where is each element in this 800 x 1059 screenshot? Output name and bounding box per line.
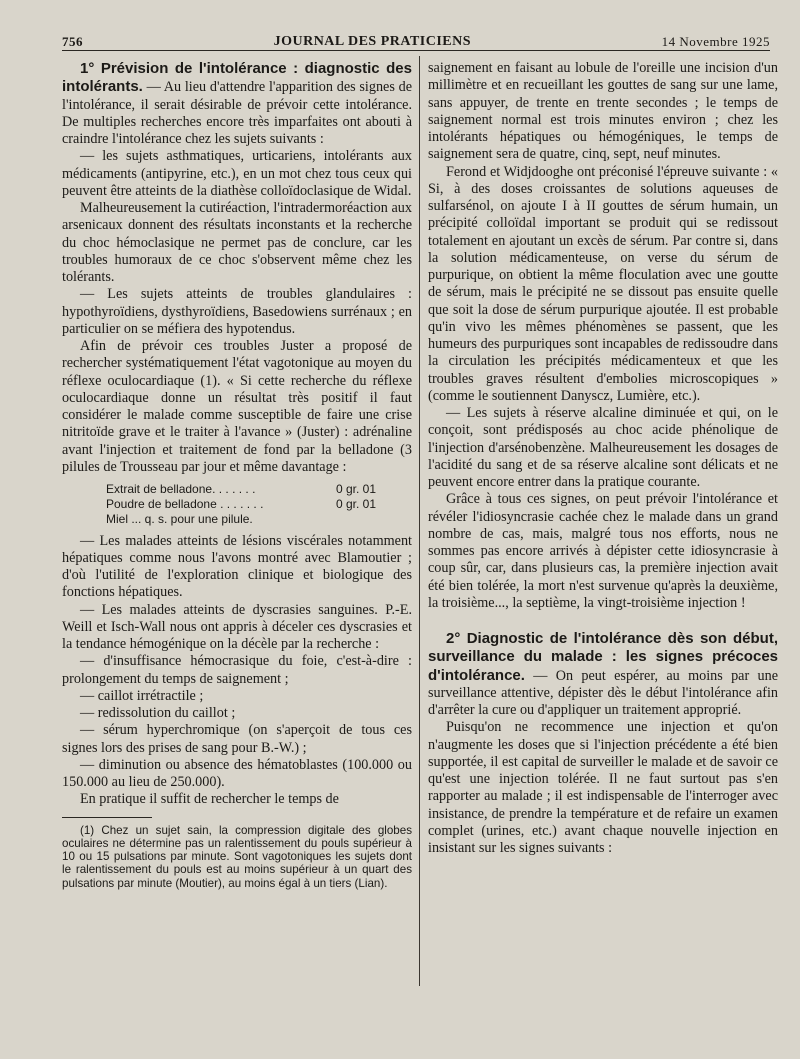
running-header [62,28,770,51]
prescription [106,482,412,527]
paragraph: — Les sujets à réserve alcaline diminuée et qui, on le conçoit, sont prédisposés au choc acide phénolique de l'injection d'arsénobenzène. Malheureusement les dosages de l'acidité du sang et de sa réserve alcaline sont délicats et ne peuvent encore entrer dans la pratique courante. [428,405,778,490]
column-rule [419,56,420,986]
page-number: 756 [62,34,83,49]
paragraph-text: — Au lieu d'attendre l'apparition des signes de l'intolérance, il serait désirable de prévoir cette intolérance. De multiples recherches encore très imparfaites ont abouti à craindre l'intolérance chez les sujets suivants : [62,79,412,147]
issue-date: 14 Novembre 1925 [661,34,770,49]
paragraph: — redissolution du caillot ; [80,705,236,721]
prescription-note: Miel ... q. s. pour une pilule. [106,512,253,526]
paragraph: En pratique il suffit de rechercher le temps de [80,791,339,808]
paragraph: — d'insuffisance hémocrasique du foie, c'est-à-dire : prolongement du temps de saignement ; [62,653,412,687]
paragraph: — Les malades atteints de dyscrasies sanguines. P.-E. Weill et Isch-Wall nous ont appris à déceler ces dyscrasies et la tendance hémogénique on la décèle par la recherche : [62,601,412,652]
footnote: (1) Chez un sujet sain, la compression digitale des globes oculaires ne détermine pas un ralentissement du pouls supérieur à 10 ou 15 pulsations par minute. Sont vagotoniques les sujets dont le ralentissement du pouls est au moins supérieur à un quart des pulsations par minute (Moutier), au moins égal à un tiers (Lian). [62,823,412,890]
paragraph: — diminution ou absence des hématoblastes (100.000 ou 150.000 au lieu de 250.000). [62,756,412,790]
paragraph: saignement en faisant au lobule de l'oreille une incision d'un millimètre et en recueillant les gouttes de sang sur une lame, sans appuyer, de trente en trente secondes ; le temps de saignement normal est trois minutes environ ; chez les intolérants hépatiques ou hémogéniques, le temps de saignement sera de quatre, cinq, sept, neuf minutes. [428,60,778,163]
paragraph: Afin de prévoir ces troubles Juster a proposé de rechercher systématiquement l'état vagotonique au moyen du réflexe oculocardiaque (1). « Si cette recherche du réflexe oculocardiaque donne un résultat très positif il faut considérer le malade comme susceptible de faire une crise nitritoïde grave et le traiter à l'avance » (Juster) : adrénaline avant l'injection et traitement de fond par la belladone (3 pilules de Trousseau par jour et même davantage : [62,338,412,475]
paragraph: Puisqu'on ne recommence une injection et qu'on n'augmente les doses que si l'injection précédente a été bien supportée, il est capital de surveiller le malade et de savoir ce qu'est une injection tolérée. Il ne faut surtout pas s'en rapporter au malade ; il est indispensable de l'interroger avec insistance, de prendre la température et de refaire un examen complet (urines, etc.) avant chaque nouvelle injection en insistant sur les signes suivants : [428,719,778,856]
footnote-rule [62,817,152,818]
paragraph: — Les sujets atteints de troubles glandulaires : hypothyroïdiens, dysthyroïdiens, Basedowiens surrénaux ; en particulier on se méfiera des hypotendus. [62,286,412,337]
paragraph: — caillot irrétractile ; [80,687,204,704]
prescription-dose: 0 gr. 01 [335,496,376,511]
left-column [62,60,412,890]
paragraph: — les sujets asthmatiques, urticariens, intolérants aux médicaments (antipyrine, etc.), en un mot chez tous ceux qui peuvent être atteints de la diathèse colloïdoclasique de Widal. [62,148,412,199]
section-2-title: 2° Diagnostic de l'intolérance dès son début, surveillance du malade : les signes précoces d'intolérance. [428,630,778,684]
paragraph: — sérum hyperchromique (on s'aperçoit de tous ces signes lors des prises de sang pour B.-W.) ; [62,722,412,756]
paragraph-text: — On peut espérer, au moins par une surveillance attentive, dépister dès le début l'intolérance afin d'arrêter la cure ou d'appliquer un traitement approprié. [428,667,778,718]
prescription-dose: 0 gr. 01 [335,482,376,496]
prescription-line [106,497,376,512]
right-column [428,60,778,857]
paragraph: Ferond et Widjdooghe ont préconisé l'épreuve suivante : « Si, à des doses croissantes de solutions aqueuses de sulfarsénol, on ajoute I à II gouttes de sérum humain, un précipité colloïdal important se produit qui se redissout totalement en ajoutant un excès de sérum. Par contre si, dans la solution médicamenteuse, on verse du sérum de purpurique, on obtient la même floculation avec une goutte de sérum, mais le précipité ne se dissout pas ensuite quelle que soit la dose de sérum purpurique ajoutée. Il est probable qu'in vivo les mêmes phénomènes se passent, que les humeurs des purpuriques sont incapables de redissoudre dans la circulation les précipités médicamenteux et que les troubles graves résultent d'embolies microscopiques » (comme le soutiennent Danyscz, Lumière, etc.). [428,163,778,404]
section-1-title: 1° Prévision de l'intolérance : diagnostic des intolérants. [62,60,412,96]
section-1-paragraph [62,60,412,148]
paragraph: Grâce à tous ces signes, on peut prévoir l'intolérance et révéler l'idiosyncrasie cachée chez le malade dans un grand nombre de cas, mais, malgré tous nos efforts, nous ne sommes pas encore arrivés à dépister cette idiosyncrasie à coup sûr, car, dans plusieurs cas, la première injection avait été bien tolérée, la mort n'est survenue qu'après la deuxième, la troisième..., la septième, la vingt-troisième injection ! [428,491,778,611]
paragraph: Malheureusement la cutiréaction, l'intradermoréaction aux arsenicaux donnent des résultats inconstants et la recherche du choc hémoclasique ne permet pas de conclure, car les troubles humoraux de ce choc s'observent même chez les tolérants. [62,200,412,285]
prescription-line [106,482,376,497]
prescription-item: Extrait de belladone. . . . . . . [106,482,256,496]
section-gap [428,612,778,630]
journal-title: JOURNAL DES PRATICIENS [273,34,472,49]
prescription-item: Poudre de belladone . . . . . . . [106,496,264,511]
paragraph: — Les malades atteints de lésions viscérales notamment hépatiques comme nous l'avons montré avec Blamoutier ; d'où l'utilité de l'exploration clinique et biologique des fonctions hépatiques. [62,532,412,601]
section-2-paragraph [428,630,778,719]
